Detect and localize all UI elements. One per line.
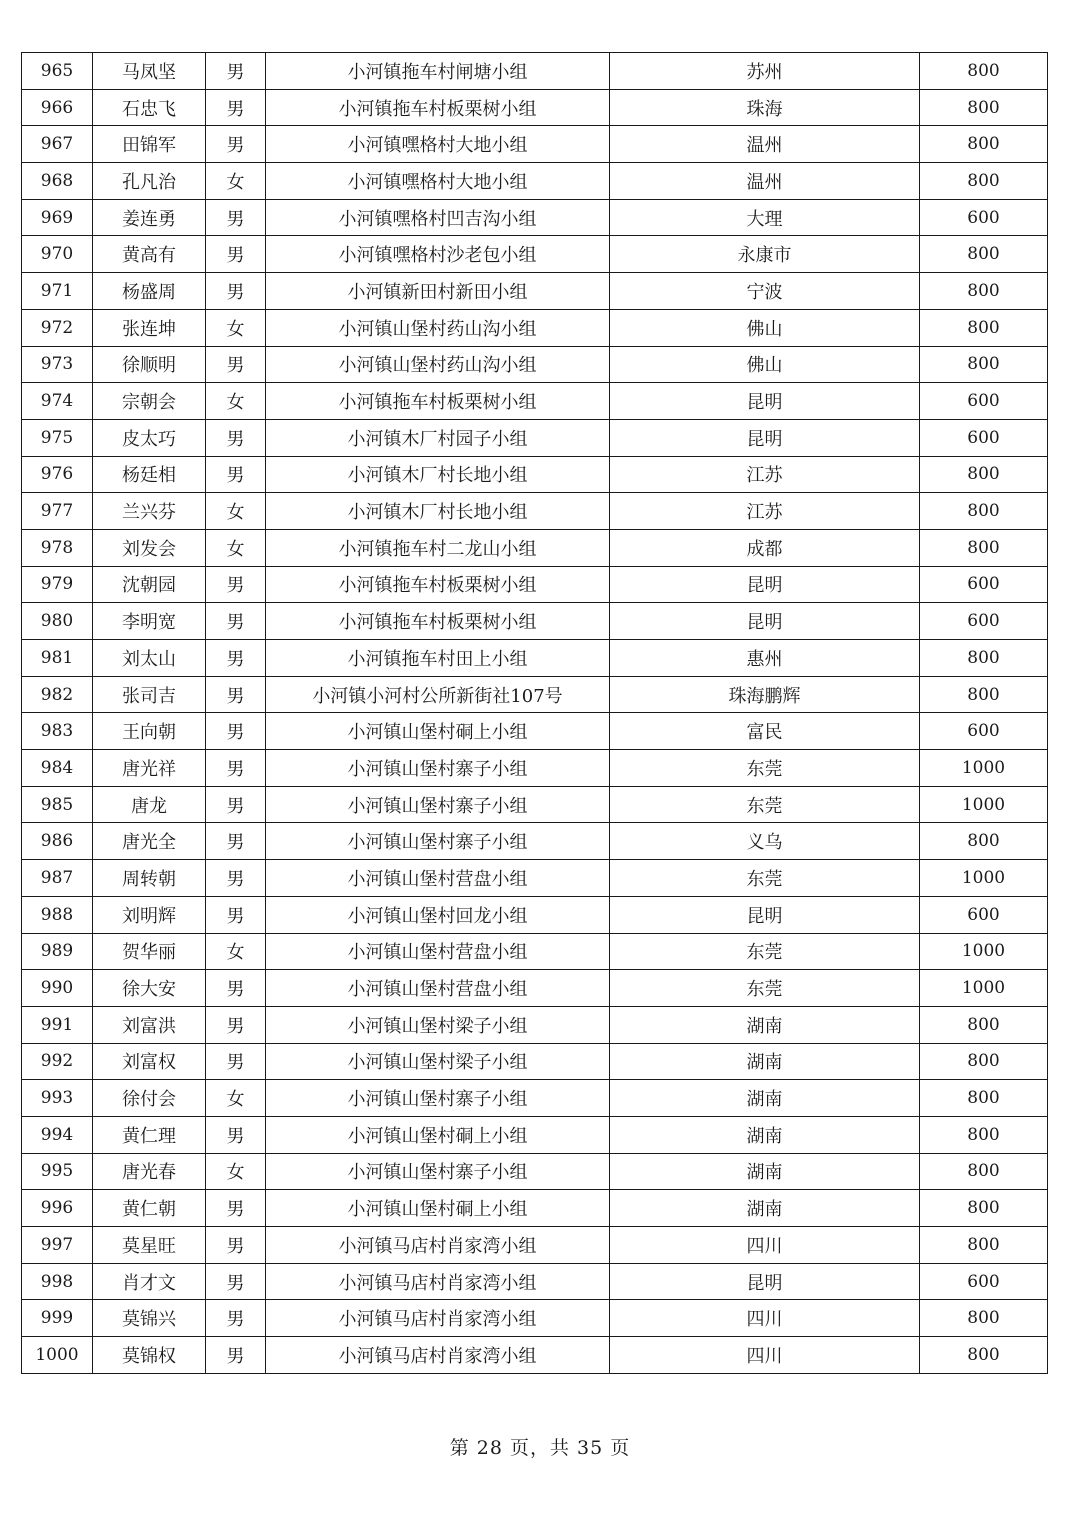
address-cell: 小河镇山堡村寨子小组 xyxy=(266,823,610,860)
work-location-cell: 东莞 xyxy=(610,970,920,1007)
address-cell: 小河镇山堡村梁子小组 xyxy=(266,1006,610,1043)
address-cell: 小河镇拖车村二龙山小组 xyxy=(266,529,610,566)
amount-cell: 600 xyxy=(920,199,1048,236)
table-row xyxy=(22,640,1048,677)
work-location-cell: 湖南 xyxy=(610,1043,920,1080)
gender-cell: 男 xyxy=(206,970,266,1007)
gender-cell: 男 xyxy=(206,566,266,603)
table-row xyxy=(22,750,1048,787)
gender-cell: 男 xyxy=(206,346,266,383)
address-cell: 小河镇山堡村寨子小组 xyxy=(266,1153,610,1190)
work-location-cell: 昆明 xyxy=(610,566,920,603)
gender-cell: 男 xyxy=(206,419,266,456)
table-row xyxy=(22,493,1048,530)
work-location-cell: 湖南 xyxy=(610,1190,920,1227)
table-row xyxy=(22,199,1048,236)
table-row xyxy=(22,89,1048,126)
table-row xyxy=(22,53,1048,90)
work-location-cell: 成都 xyxy=(610,529,920,566)
name-cell: 莫锦兴 xyxy=(93,1300,206,1337)
amount-cell: 600 xyxy=(920,566,1048,603)
gender-cell: 女 xyxy=(206,1080,266,1117)
name-cell: 李明宽 xyxy=(93,603,206,640)
row-number-cell: 978 xyxy=(22,529,93,566)
gender-cell: 女 xyxy=(206,529,266,566)
amount-cell: 800 xyxy=(920,89,1048,126)
gender-cell: 男 xyxy=(206,786,266,823)
row-number-cell: 975 xyxy=(22,419,93,456)
row-number-cell: 968 xyxy=(22,163,93,200)
address-cell: 小河镇山堡村硐上小组 xyxy=(266,1116,610,1153)
name-cell: 莫星旺 xyxy=(93,1227,206,1264)
work-location-cell: 四川 xyxy=(610,1337,920,1374)
address-cell: 小河镇木厂村长地小组 xyxy=(266,493,610,530)
roster-table xyxy=(21,52,1048,1374)
work-location-cell: 江苏 xyxy=(610,456,920,493)
name-cell: 杨盛周 xyxy=(93,273,206,310)
table-row xyxy=(22,896,1048,933)
table-row xyxy=(22,676,1048,713)
gender-cell: 男 xyxy=(206,273,266,310)
amount-cell: 1000 xyxy=(920,860,1048,897)
work-location-cell: 惠州 xyxy=(610,640,920,677)
gender-cell: 男 xyxy=(206,236,266,273)
address-cell: 小河镇山堡村营盘小组 xyxy=(266,860,610,897)
address-cell: 小河镇马店村肖家湾小组 xyxy=(266,1263,610,1300)
amount-cell: 800 xyxy=(920,1337,1048,1374)
table-row xyxy=(22,823,1048,860)
table-row xyxy=(22,1337,1048,1374)
name-cell: 唐光春 xyxy=(93,1153,206,1190)
name-cell: 徐付会 xyxy=(93,1080,206,1117)
address-cell: 小河镇山堡村硐上小组 xyxy=(266,713,610,750)
work-location-cell: 宁波 xyxy=(610,273,920,310)
work-location-cell: 湖南 xyxy=(610,1116,920,1153)
row-number-cell: 992 xyxy=(22,1043,93,1080)
address-cell: 小河镇拖车村板栗树小组 xyxy=(266,89,610,126)
address-cell: 小河镇嘿格村凹吉沟小组 xyxy=(266,199,610,236)
row-number-cell: 1000 xyxy=(22,1337,93,1374)
amount-cell: 600 xyxy=(920,383,1048,420)
amount-cell: 1000 xyxy=(920,970,1048,1007)
row-number-cell: 998 xyxy=(22,1263,93,1300)
amount-cell: 800 xyxy=(920,1116,1048,1153)
name-cell: 田锦军 xyxy=(93,126,206,163)
name-cell: 徐大安 xyxy=(93,970,206,1007)
row-number-cell: 996 xyxy=(22,1190,93,1227)
table-row xyxy=(22,1080,1048,1117)
gender-cell: 男 xyxy=(206,823,266,860)
table-row xyxy=(22,1043,1048,1080)
amount-cell: 800 xyxy=(920,236,1048,273)
gender-cell: 男 xyxy=(206,126,266,163)
amount-cell: 800 xyxy=(920,163,1048,200)
gender-cell: 男 xyxy=(206,1190,266,1227)
table-row xyxy=(22,1227,1048,1264)
amount-cell: 600 xyxy=(920,603,1048,640)
name-cell: 姜连勇 xyxy=(93,199,206,236)
address-cell: 小河镇小河村公所新街社107号 xyxy=(266,676,610,713)
amount-cell: 800 xyxy=(920,126,1048,163)
row-number-cell: 981 xyxy=(22,640,93,677)
row-number-cell: 980 xyxy=(22,603,93,640)
address-cell: 小河镇马店村肖家湾小组 xyxy=(266,1337,610,1374)
gender-cell: 男 xyxy=(206,603,266,640)
work-location-cell: 湖南 xyxy=(610,1080,920,1117)
amount-cell: 800 xyxy=(920,273,1048,310)
table-row xyxy=(22,126,1048,163)
name-cell: 张司吉 xyxy=(93,676,206,713)
name-cell: 唐龙 xyxy=(93,786,206,823)
row-number-cell: 967 xyxy=(22,126,93,163)
table-row xyxy=(22,346,1048,383)
name-cell: 唐光全 xyxy=(93,823,206,860)
work-location-cell: 佛山 xyxy=(610,309,920,346)
address-cell: 小河镇嘿格村大地小组 xyxy=(266,126,610,163)
table-row xyxy=(22,456,1048,493)
gender-cell: 男 xyxy=(206,896,266,933)
work-location-cell: 温州 xyxy=(610,126,920,163)
address-cell: 小河镇拖车村板栗树小组 xyxy=(266,566,610,603)
name-cell: 唐光祥 xyxy=(93,750,206,787)
address-cell: 小河镇马店村肖家湾小组 xyxy=(266,1227,610,1264)
gender-cell: 男 xyxy=(206,713,266,750)
row-number-cell: 965 xyxy=(22,53,93,90)
row-number-cell: 987 xyxy=(22,860,93,897)
table-row xyxy=(22,860,1048,897)
gender-cell: 女 xyxy=(206,163,266,200)
row-number-cell: 982 xyxy=(22,676,93,713)
amount-cell: 800 xyxy=(920,493,1048,530)
row-number-cell: 990 xyxy=(22,970,93,1007)
amount-cell: 800 xyxy=(920,1043,1048,1080)
address-cell: 小河镇拖车村板栗树小组 xyxy=(266,383,610,420)
roster-table-body xyxy=(22,53,1048,1374)
name-cell: 马凤坚 xyxy=(93,53,206,90)
work-location-cell: 昆明 xyxy=(610,419,920,456)
gender-cell: 女 xyxy=(206,1153,266,1190)
work-location-cell: 苏州 xyxy=(610,53,920,90)
amount-cell: 800 xyxy=(920,823,1048,860)
work-location-cell: 东莞 xyxy=(610,933,920,970)
address-cell: 小河镇山堡村寨子小组 xyxy=(266,1080,610,1117)
row-number-cell: 988 xyxy=(22,896,93,933)
amount-cell: 800 xyxy=(920,309,1048,346)
row-number-cell: 974 xyxy=(22,383,93,420)
work-location-cell: 东莞 xyxy=(610,786,920,823)
address-cell: 小河镇嘿格村大地小组 xyxy=(266,163,610,200)
amount-cell: 1000 xyxy=(920,786,1048,823)
table-row xyxy=(22,1116,1048,1153)
name-cell: 张连坤 xyxy=(93,309,206,346)
address-cell: 小河镇山堡村寨子小组 xyxy=(266,750,610,787)
amount-cell: 800 xyxy=(920,456,1048,493)
address-cell: 小河镇新田村新田小组 xyxy=(266,273,610,310)
row-number-cell: 972 xyxy=(22,309,93,346)
table-row xyxy=(22,1006,1048,1043)
work-location-cell: 东莞 xyxy=(610,860,920,897)
name-cell: 王向朝 xyxy=(93,713,206,750)
work-location-cell: 四川 xyxy=(610,1227,920,1264)
row-number-cell: 966 xyxy=(22,89,93,126)
work-location-cell: 佛山 xyxy=(610,346,920,383)
name-cell: 周转朝 xyxy=(93,860,206,897)
address-cell: 小河镇拖车村闸塘小组 xyxy=(266,53,610,90)
row-number-cell: 985 xyxy=(22,786,93,823)
gender-cell: 男 xyxy=(206,1337,266,1374)
amount-cell: 1000 xyxy=(920,750,1048,787)
address-cell: 小河镇山堡村营盘小组 xyxy=(266,970,610,1007)
amount-cell: 600 xyxy=(920,713,1048,750)
row-number-cell: 994 xyxy=(22,1116,93,1153)
amount-cell: 600 xyxy=(920,419,1048,456)
table-row xyxy=(22,970,1048,1007)
name-cell: 沈朝园 xyxy=(93,566,206,603)
table-row xyxy=(22,383,1048,420)
address-cell: 小河镇山堡村回龙小组 xyxy=(266,896,610,933)
name-cell: 徐顺明 xyxy=(93,346,206,383)
gender-cell: 男 xyxy=(206,1006,266,1043)
row-number-cell: 995 xyxy=(22,1153,93,1190)
amount-cell: 800 xyxy=(920,1190,1048,1227)
work-location-cell: 永康市 xyxy=(610,236,920,273)
work-location-cell: 富民 xyxy=(610,713,920,750)
address-cell: 小河镇山堡村寨子小组 xyxy=(266,786,610,823)
address-cell: 小河镇山堡村硐上小组 xyxy=(266,1190,610,1227)
amount-cell: 800 xyxy=(920,346,1048,383)
row-number-cell: 986 xyxy=(22,823,93,860)
row-number-cell: 984 xyxy=(22,750,93,787)
name-cell: 孔凡治 xyxy=(93,163,206,200)
amount-cell: 800 xyxy=(920,1153,1048,1190)
address-cell: 小河镇山堡村梁子小组 xyxy=(266,1043,610,1080)
gender-cell: 女 xyxy=(206,493,266,530)
gender-cell: 男 xyxy=(206,53,266,90)
name-cell: 兰兴芬 xyxy=(93,493,206,530)
table-row xyxy=(22,163,1048,200)
row-number-cell: 976 xyxy=(22,456,93,493)
gender-cell: 男 xyxy=(206,676,266,713)
gender-cell: 男 xyxy=(206,860,266,897)
name-cell: 刘明辉 xyxy=(93,896,206,933)
gender-cell: 男 xyxy=(206,1043,266,1080)
address-cell: 小河镇山堡村药山沟小组 xyxy=(266,309,610,346)
name-cell: 杨廷相 xyxy=(93,456,206,493)
amount-cell: 800 xyxy=(920,529,1048,566)
name-cell: 黄高有 xyxy=(93,236,206,273)
name-cell: 皮太巧 xyxy=(93,419,206,456)
gender-cell: 男 xyxy=(206,750,266,787)
row-number-cell: 997 xyxy=(22,1227,93,1264)
table-row xyxy=(22,1263,1048,1300)
row-number-cell: 977 xyxy=(22,493,93,530)
work-location-cell: 义乌 xyxy=(610,823,920,860)
row-number-cell: 983 xyxy=(22,713,93,750)
work-location-cell: 昆明 xyxy=(610,383,920,420)
table-row xyxy=(22,1300,1048,1337)
address-cell: 小河镇拖车村板栗树小组 xyxy=(266,603,610,640)
row-number-cell: 971 xyxy=(22,273,93,310)
gender-cell: 男 xyxy=(206,1116,266,1153)
gender-cell: 女 xyxy=(206,933,266,970)
name-cell: 莫锦权 xyxy=(93,1337,206,1374)
amount-cell: 800 xyxy=(920,1080,1048,1117)
work-location-cell: 温州 xyxy=(610,163,920,200)
address-cell: 小河镇山堡村药山沟小组 xyxy=(266,346,610,383)
table-row xyxy=(22,1153,1048,1190)
name-cell: 黄仁朝 xyxy=(93,1190,206,1227)
address-cell: 小河镇山堡村营盘小组 xyxy=(266,933,610,970)
gender-cell: 男 xyxy=(206,1227,266,1264)
gender-cell: 男 xyxy=(206,1263,266,1300)
work-location-cell: 昆明 xyxy=(610,896,920,933)
gender-cell: 男 xyxy=(206,640,266,677)
row-number-cell: 991 xyxy=(22,1006,93,1043)
row-number-cell: 969 xyxy=(22,199,93,236)
row-number-cell: 973 xyxy=(22,346,93,383)
amount-cell: 800 xyxy=(920,1227,1048,1264)
work-location-cell: 江苏 xyxy=(610,493,920,530)
address-cell: 小河镇马店村肖家湾小组 xyxy=(266,1300,610,1337)
work-location-cell: 东莞 xyxy=(610,750,920,787)
amount-cell: 800 xyxy=(920,640,1048,677)
table-row xyxy=(22,529,1048,566)
work-location-cell: 大理 xyxy=(610,199,920,236)
name-cell: 刘发会 xyxy=(93,529,206,566)
work-location-cell: 四川 xyxy=(610,1300,920,1337)
name-cell: 黄仁理 xyxy=(93,1116,206,1153)
address-cell: 小河镇拖车村田上小组 xyxy=(266,640,610,677)
name-cell: 刘富权 xyxy=(93,1043,206,1080)
amount-cell: 800 xyxy=(920,53,1048,90)
gender-cell: 男 xyxy=(206,199,266,236)
name-cell: 宗朝会 xyxy=(93,383,206,420)
page-footer: 第 28 页，共 35 页 xyxy=(449,1437,631,1459)
row-number-cell: 979 xyxy=(22,566,93,603)
amount-cell: 1000 xyxy=(920,933,1048,970)
work-location-cell: 珠海 xyxy=(610,89,920,126)
address-cell: 小河镇木厂村园子小组 xyxy=(266,419,610,456)
name-cell: 贺华丽 xyxy=(93,933,206,970)
address-cell: 小河镇木厂村长地小组 xyxy=(266,456,610,493)
table-row xyxy=(22,933,1048,970)
gender-cell: 男 xyxy=(206,456,266,493)
amount-cell: 800 xyxy=(920,676,1048,713)
amount-cell: 600 xyxy=(920,1263,1048,1300)
work-location-cell: 湖南 xyxy=(610,1153,920,1190)
table-row xyxy=(22,566,1048,603)
table-row xyxy=(22,309,1048,346)
row-number-cell: 999 xyxy=(22,1300,93,1337)
table-row xyxy=(22,786,1048,823)
table-row xyxy=(22,603,1048,640)
work-location-cell: 珠海鹏辉 xyxy=(610,676,920,713)
amount-cell: 800 xyxy=(920,1006,1048,1043)
work-location-cell: 昆明 xyxy=(610,1263,920,1300)
name-cell: 刘富洪 xyxy=(93,1006,206,1043)
gender-cell: 男 xyxy=(206,1300,266,1337)
table-row xyxy=(22,713,1048,750)
name-cell: 刘太山 xyxy=(93,640,206,677)
row-number-cell: 989 xyxy=(22,933,93,970)
name-cell: 肖才文 xyxy=(93,1263,206,1300)
gender-cell: 男 xyxy=(206,89,266,126)
name-cell: 石忠飞 xyxy=(93,89,206,126)
row-number-cell: 993 xyxy=(22,1080,93,1117)
row-number-cell: 970 xyxy=(22,236,93,273)
amount-cell: 600 xyxy=(920,896,1048,933)
table-row xyxy=(22,236,1048,273)
table-row xyxy=(22,1190,1048,1227)
table-row xyxy=(22,273,1048,310)
gender-cell: 女 xyxy=(206,309,266,346)
amount-cell: 800 xyxy=(920,1300,1048,1337)
address-cell: 小河镇嘿格村沙老包小组 xyxy=(266,236,610,273)
table-row xyxy=(22,419,1048,456)
work-location-cell: 昆明 xyxy=(610,603,920,640)
gender-cell: 女 xyxy=(206,383,266,420)
work-location-cell: 湖南 xyxy=(610,1006,920,1043)
